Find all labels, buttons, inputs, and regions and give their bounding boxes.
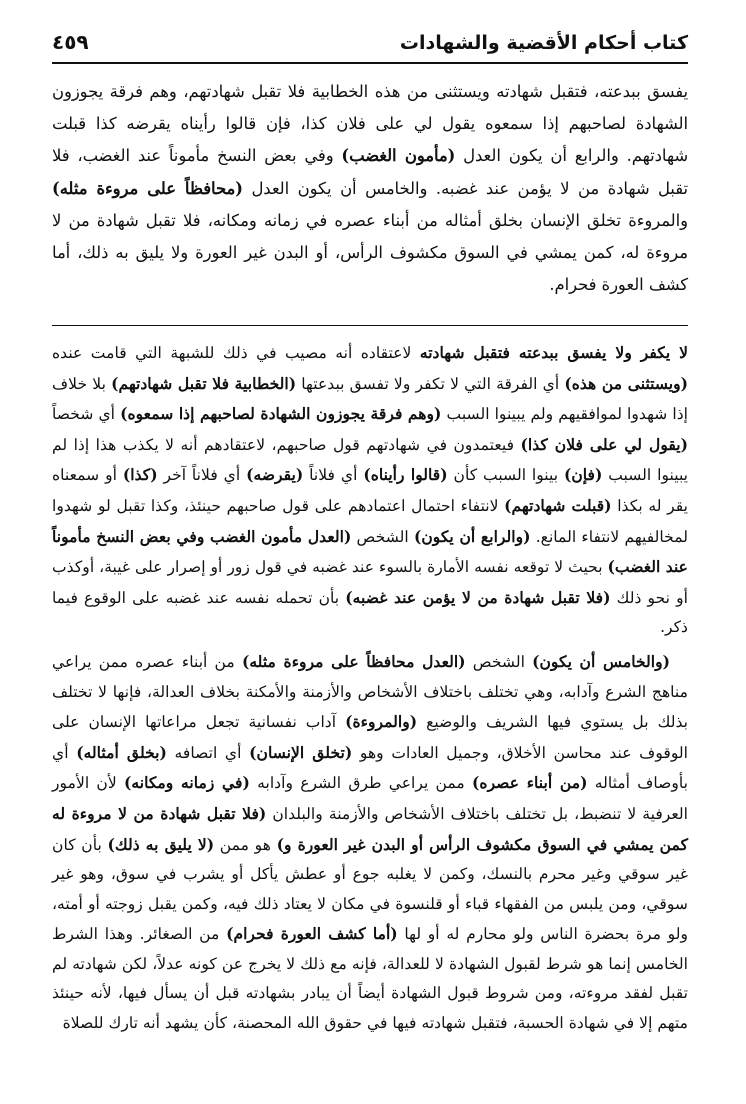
- main-text-segment: والمروءة تخلق الإنسان بخلق أمثاله من أبناء عصره في زمانه ومكانه، فلا تقبل شهادة من لا مروءة له، كمن يمشي في السوق مكشوف الرأس، أو البدن غير العورة ولا يليق به ذلك، أما كشف العورة فحرام.: [52, 210, 688, 295]
- commentary-bold: (فلا تقبل شهادة من لا يؤمن عند غضبه): [345, 587, 611, 607]
- commentary-bold: (ويستثنى من هذه): [564, 373, 689, 393]
- commentary-paragraph-2: [52, 647, 688, 1039]
- page-number: ٤٥٩: [52, 30, 89, 54]
- commentary-text: أو سمعناه يقر له بكذا: [52, 466, 688, 515]
- commentary-bold: (الخطابية فلا تقبل شهادتهم): [111, 373, 297, 393]
- commentary-bold: (قبلت شهادتهم): [504, 495, 612, 515]
- commentary-paragraph-1: [52, 338, 688, 643]
- commentary-bold: (العدل مأمون الغضب وفي بعض النسخ مأموناً عند الغضب): [52, 526, 688, 577]
- commentary-text: لأن الأمور العرفية لا تنضبط، بل تختلف باختلاف الأشخاص والأزمنة والبلدان: [52, 774, 688, 823]
- main-text-bold: (محافظاً على مروءة مثله): [52, 178, 243, 198]
- commentary-text: أي الفرقة التي لا تكفر ولا تفسق ببدعتها: [296, 374, 565, 393]
- commentary-bold: (في زمانه ومكانه): [123, 773, 250, 793]
- commentary-text: أي شخصاً: [52, 405, 121, 424]
- commentary-text: أي بأوصاف أمثاله: [52, 743, 688, 793]
- main-text-segment: يفسق ببدعته، فتقبل شهادته ويستثنى من هذه الخطابية فلا تقبل شهادتهم، وهم فرقة يجوزون الشهادة لصاحبهم إذا سمعوه يقول لي على فلان كذا، فإن قالوا رأيناه يقرضه كذا قبلت شهادتهم. والرابع أن يكون العدل: [52, 82, 688, 166]
- commentary-bold: (وهم فرقة يجوزون الشهادة لصاحبهم إذا سمعوه): [120, 404, 442, 424]
- commentary-bold: (تخلق الإنسان): [249, 742, 353, 762]
- commentary-bold: (أما كشف العورة فحرام): [226, 924, 398, 944]
- commentary-bold: (من أبناء عصره): [472, 773, 588, 793]
- commentary-bold: (والمروءة): [345, 712, 418, 732]
- commentary-text: لاعتقاده أنه مصيب في ذلك للشبهة التي قامت عنده: [52, 344, 420, 362]
- commentary-bold: (فإن): [563, 465, 603, 485]
- commentary-bold: (والرابع أن يكون): [413, 526, 531, 546]
- commentary-text: أي فلاناً: [303, 466, 364, 485]
- commentary-bold: (قالوا رأيناه): [363, 465, 448, 485]
- divider-rule: [52, 325, 688, 326]
- commentary-text: بأن كان غير سوقي وغير محرم بالنسك، وكمن لا يغلبه جوع أو عطش يأكل أو يشرب في سوق، وهو غير سوقي، ومن يلبس من الفقهاء قباء أو قلنسوة في مكان لا يعتاد ذلك فيه، وكمن يقبل زوجته أو أمته، ولو مرة بحضرة الناس ولو محارم له أو لها: [52, 835, 689, 944]
- commentary-text: الشخص: [465, 652, 533, 671]
- main-text-bold: (مأمون الغضب): [341, 146, 456, 166]
- main-text-block: [52, 76, 688, 301]
- page-header: [52, 26, 688, 64]
- commentary-text: بأن تحمله نفسه عند غضبه على الوقوع فيما ذكر.: [52, 588, 688, 637]
- commentary-text: فيعتمدون في شهادتهم قول صاحبهم، لاعتقادهم أنه لا يكذب هذا إذا لم يبينوا السبب: [52, 435, 688, 485]
- main-paragraph: [52, 76, 688, 301]
- commentary-text: من أبناء عصره ممن يراعي مناهج الشرع وآدابه، وهي تختلف باختلاف الأشخاص والأزمنة والأمكنة بخلاف العدالة، فإنها لا تختلف بذلك بل يستوي فيها الشريف والوضيع: [52, 652, 688, 732]
- commentary-bold: لا يكفر ولا يفسق ببدعته فتقبل شهادته: [419, 343, 688, 362]
- main-text-segment: وفي بعض النسخ مأموناً عند الغضب، فلا تقبل شهادة من لا يؤمن عند غضبه. والخامس أن يكون العدل: [52, 146, 688, 198]
- commentary-block: [52, 338, 688, 1039]
- commentary-bold: (العدل محافظاً على مروءة مثله): [241, 651, 466, 671]
- commentary-text: بحيث لا توقعه نفسه الأمارة بالسوء عند غضبه في قول زور أو إصرار على غيبة، أوكذب أو نحو ذلك: [52, 558, 688, 607]
- commentary-text: بلا خلاف إذا شهدوا لموافقيهم ولم يبينوا السبب: [52, 374, 689, 424]
- commentary-bold: (يقرضه): [246, 465, 304, 485]
- running-title: كتاب أحكام الأقضية والشهادات: [399, 32, 688, 54]
- commentary-text: هو ممن: [214, 835, 277, 854]
- commentary-text: آداب نفسانية تجعل مراعاتها الإنسان على الوقوف عند محاسن الأخلاق، وجميل العادات وهو: [52, 713, 688, 762]
- commentary-bold: (والخامس أن يكون): [532, 651, 671, 671]
- commentary-bold: (كذا): [122, 465, 158, 485]
- commentary-bold: (بخلق أمثاله): [76, 742, 167, 762]
- commentary-text: أي اتصافه: [166, 743, 250, 762]
- commentary-bold: (لا يليق به ذلك): [107, 834, 215, 854]
- commentary-bold: (فلا تقبل شهادة من لا مروءة له كمن يمشي في السوق مكشوف الرأس أو البدن غير العورة و): [52, 803, 688, 854]
- commentary-text: الشخص: [351, 527, 414, 546]
- commentary-text: ممن يراعي طرق الشرع وآدابه: [249, 774, 473, 793]
- commentary-text: أي فلاناً آخر: [157, 466, 247, 485]
- commentary-text: بينوا السبب كأن: [447, 466, 564, 485]
- commentary-bold: (يقول لي على فلان كذا): [520, 434, 688, 454]
- commentary-text: من الصغائر. وهذا الشرط الخامس إنما هو شرط لقبول الشهادة لا للعدالة، فإنه مع ذلك لا يخرج عن كونه عدلاً، لكن شهادته لم تقبل لفقد مروءته، ومن شروط قبول الشهادة أيضاً أن يبادر بشهادته قبل أن يسأل فيها، لأنه حينئذ متهم إلا في شهادة الحسبة، فتقبل شهادته فيها في حقوق الله المحصنة، كأن يشهد أنه تارك للصلاة: [52, 925, 688, 1033]
- commentary-text: لانتفاء احتمال اعتمادهم على قول صاحبهم حينئذ، وكذا تقبل لو شهدوا لمخالفيهم لانتفاء المانع.: [52, 496, 688, 546]
